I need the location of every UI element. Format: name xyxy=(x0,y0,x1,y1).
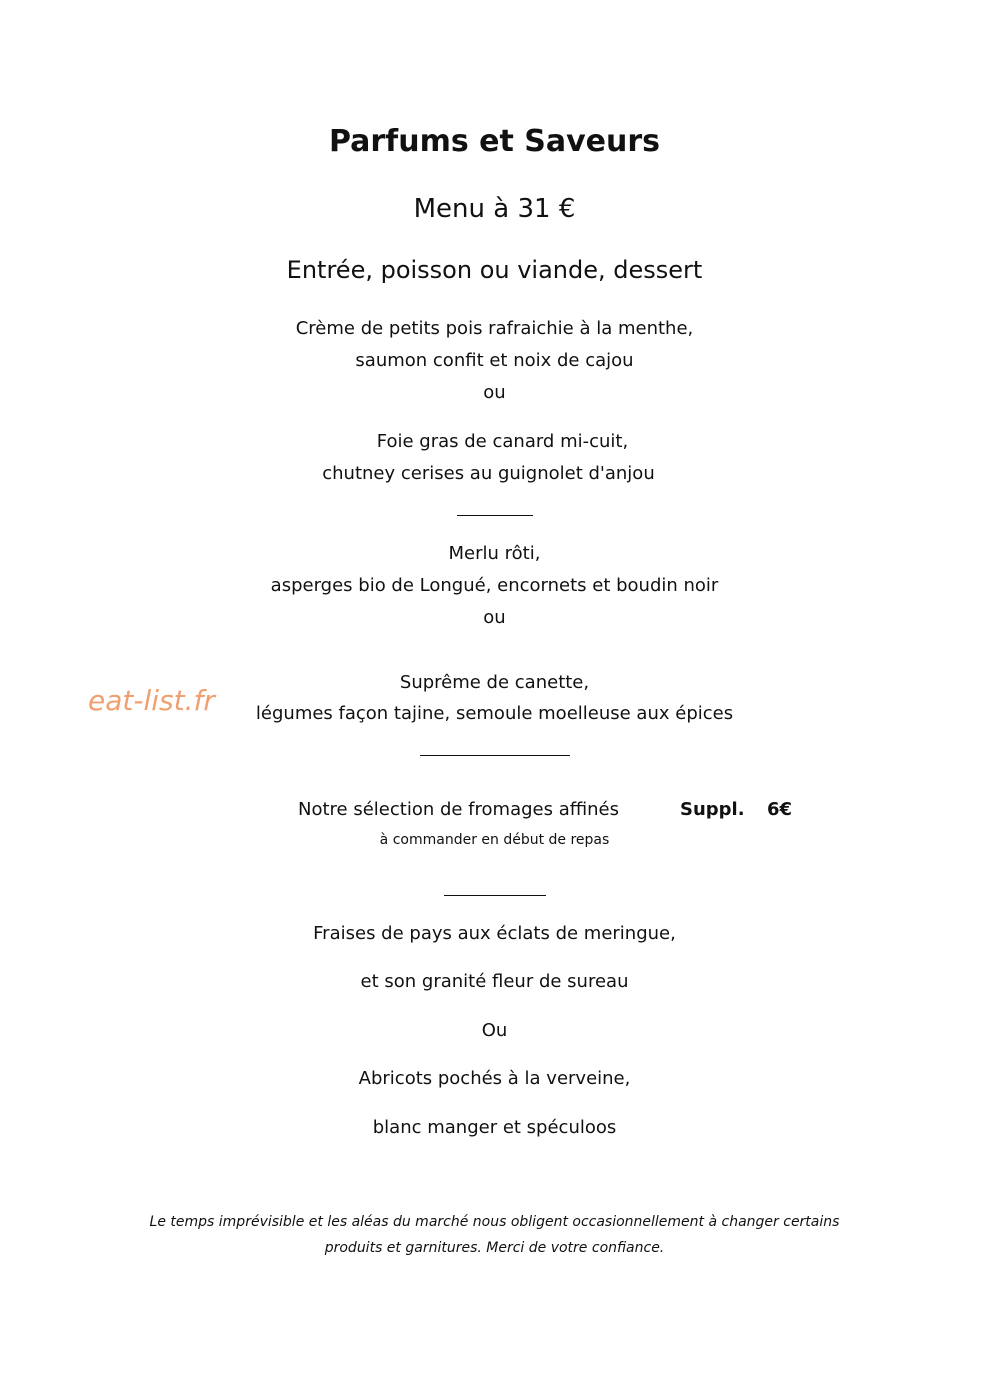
dessert-2-line-2: blanc manger et spéculoos xyxy=(372,1117,617,1138)
cheese-supplement-price: 6€ xyxy=(767,799,793,820)
starter-or: ou xyxy=(483,382,506,403)
starter-1-line-1: Crème de petits pois rafraichie à la menthe, xyxy=(295,318,694,339)
footer-disclaimer-line-1: Le temps imprévisible et les aléas du marché nous obligent occasionnellement à changer certains xyxy=(149,1214,840,1230)
page-title: Parfums et Saveurs xyxy=(328,124,661,159)
cheese-note: à commander en début de repas xyxy=(379,832,610,848)
dessert-2-line-1: Abricots pochés à la verveine, xyxy=(358,1068,631,1089)
dessert-1-line-2: et son granité fleur de sureau xyxy=(360,971,629,992)
main-or: ou xyxy=(483,607,506,628)
menu-price-title: Menu à 31 € xyxy=(413,194,576,224)
starter-2-line-1: Foie gras de canard mi-cuit, xyxy=(376,431,629,452)
main-2-line-1: Suprême de canette, xyxy=(399,672,590,693)
starter-2-line-2: chutney cerises au guignolet d'anjou xyxy=(322,463,655,484)
main-1-line-1: Merlu rôti, xyxy=(448,543,541,564)
dessert-or: Ou xyxy=(481,1020,508,1041)
watermark: eat-list.fr xyxy=(88,684,215,717)
cheese-selection: Notre sélection de fromages affinés xyxy=(298,799,619,820)
separator-2 xyxy=(420,755,570,756)
separator-3 xyxy=(444,895,546,896)
main-1-line-2: asperges bio de Longué, encornets et boudin noir xyxy=(270,575,719,596)
dessert-1-line-1: Fraises de pays aux éclats de meringue, xyxy=(313,923,676,944)
courses-heading: Entrée, poisson ou viande, dessert xyxy=(286,256,703,284)
separator-1 xyxy=(457,515,533,516)
footer-disclaimer-line-2: produits et garnitures. Merci de votre confiance. xyxy=(324,1240,665,1256)
main-2-line-2: légumes façon tajine, semoule moelleuse aux épices xyxy=(255,703,734,724)
cheese-supplement-label: Suppl. xyxy=(680,799,745,820)
starter-1-line-2: saumon confit et noix de cajou xyxy=(355,350,634,371)
